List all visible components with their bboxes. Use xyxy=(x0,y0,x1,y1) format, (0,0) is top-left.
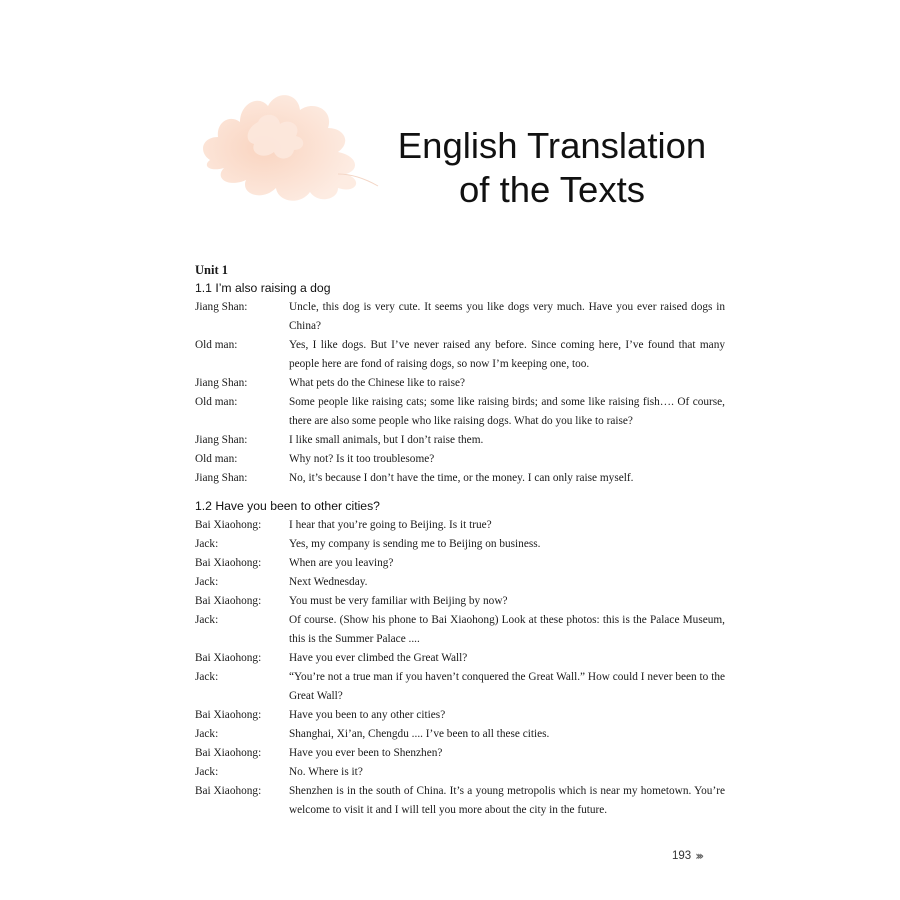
speech-text: Shanghai, Xi’an, Chengdu .... I’ve been to all these cities. xyxy=(289,728,550,740)
dialogue-line xyxy=(195,573,725,592)
dialogue-line xyxy=(195,336,725,374)
speech-text: Next Wednesday. xyxy=(289,576,368,588)
dialogue-line xyxy=(195,706,725,725)
speaker: Jack: xyxy=(195,614,219,626)
speaker: Bai Xiaohong: xyxy=(195,785,262,797)
speech-text: Some people like raising cats; some like raising birds; and some like raising fish…. Of course, there are also some people who like raising dogs. What do you like to raise? xyxy=(289,396,725,427)
double-chevron-right-icon: ››› xyxy=(695,849,702,863)
speech-text: What pets do the Chinese like to raise? xyxy=(289,377,465,389)
speaker: Jack: xyxy=(195,538,219,550)
speech-text: Shenzhen is in the south of China. It’s a young metropolis which is near my hometown. You’re welcome to visit it and I will tell you more about the city in the future. xyxy=(289,785,725,816)
speaker: Bai Xiaohong: xyxy=(195,652,262,664)
dialogue-line xyxy=(195,535,725,554)
speech-text: Have you been to any other cities? xyxy=(289,709,446,721)
section-heading: 1.2 Have you been to other cities? xyxy=(195,499,380,513)
speaker: Old man: xyxy=(195,396,238,408)
dialogue-line xyxy=(195,450,725,469)
section-heading: 1.1 I’m also raising a dog xyxy=(195,281,331,295)
speaker: Jack: xyxy=(195,728,219,740)
speech-text: You must be very familiar with Beijing by now? xyxy=(289,595,508,607)
page-footer xyxy=(672,848,701,864)
speaker: Jack: xyxy=(195,766,219,778)
speaker: Bai Xiaohong: xyxy=(195,519,262,531)
speaker: Jiang Shan: xyxy=(195,377,248,389)
speech-text: When are you leaving? xyxy=(289,557,394,569)
dialogue-line xyxy=(195,516,725,535)
speaker: Bai Xiaohong: xyxy=(195,747,262,759)
section-1-1 xyxy=(195,279,725,488)
dialogue-line xyxy=(195,649,725,668)
dialogue-line xyxy=(195,668,725,706)
dialogue-line xyxy=(195,763,725,782)
speech-text: “You’re not a true man if you haven’t conquered the Great Wall.” How could I never been to the Great Wall? xyxy=(289,671,725,702)
speaker: Jack: xyxy=(195,576,219,588)
speaker: Bai Xiaohong: xyxy=(195,557,262,569)
dialogue-line xyxy=(195,725,725,744)
speech-text: I hear that you’re going to Beijing. Is it true? xyxy=(289,519,492,531)
speech-text: No. Where is it? xyxy=(289,766,363,778)
speech-text: Have you ever climbed the Great Wall? xyxy=(289,652,468,664)
speaker: Bai Xiaohong: xyxy=(195,595,262,607)
unit-heading: Unit 1 xyxy=(195,263,228,277)
page-title xyxy=(372,124,732,212)
speaker: Old man: xyxy=(195,339,238,351)
speech-text: Of course. (Show his phone to Bai Xiaohong) Look at these photos: this is the Palace Museum, this is the Summer Palace .... xyxy=(289,614,725,645)
speaker: Jack: xyxy=(195,671,219,683)
dialogue-line xyxy=(195,611,725,649)
dialogue-line xyxy=(195,298,725,336)
main-content xyxy=(195,261,725,820)
speaker: Bai Xiaohong: xyxy=(195,709,262,721)
speech-text: I like small animals, but I don’t raise them. xyxy=(289,434,484,446)
dialogue-line xyxy=(195,469,725,488)
speaker: Jiang Shan: xyxy=(195,301,248,313)
dialogue-line xyxy=(195,554,725,573)
page-title-line-2: of the Texts xyxy=(459,169,645,210)
dialogue-line xyxy=(195,393,725,431)
section-1-2 xyxy=(195,497,725,820)
dialogue-line xyxy=(195,374,725,393)
speaker: Jiang Shan: xyxy=(195,472,248,484)
speaker: Old man: xyxy=(195,453,238,465)
speaker: Jiang Shan: xyxy=(195,434,248,446)
dialogue-line xyxy=(195,431,725,450)
speech-text: Why not? Is it too troublesome? xyxy=(289,453,435,465)
speech-text: Yes, my company is sending me to Beijing on business. xyxy=(289,538,541,550)
dialogue-line xyxy=(195,782,725,820)
dialogue-line xyxy=(195,592,725,611)
speech-text: No, it’s because I don’t have the time, or the money. I can only raise myself. xyxy=(289,472,634,484)
speech-text: Have you ever been to Shenzhen? xyxy=(289,747,443,759)
page-number: 193 xyxy=(672,850,692,862)
dialogue-line xyxy=(195,744,725,763)
cloud-decoration-icon xyxy=(188,82,388,212)
speech-text: Uncle, this dog is very cute. It seems you like dogs very much. Have you ever raised dogs in China? xyxy=(289,301,725,332)
speech-text: Yes, I like dogs. But I’ve never raised any before. Since coming here, I’ve found that many people here are fond of raising dogs, so now I’m keeping one, too. xyxy=(289,339,725,370)
page-title-line-1: English Translation xyxy=(397,125,707,166)
